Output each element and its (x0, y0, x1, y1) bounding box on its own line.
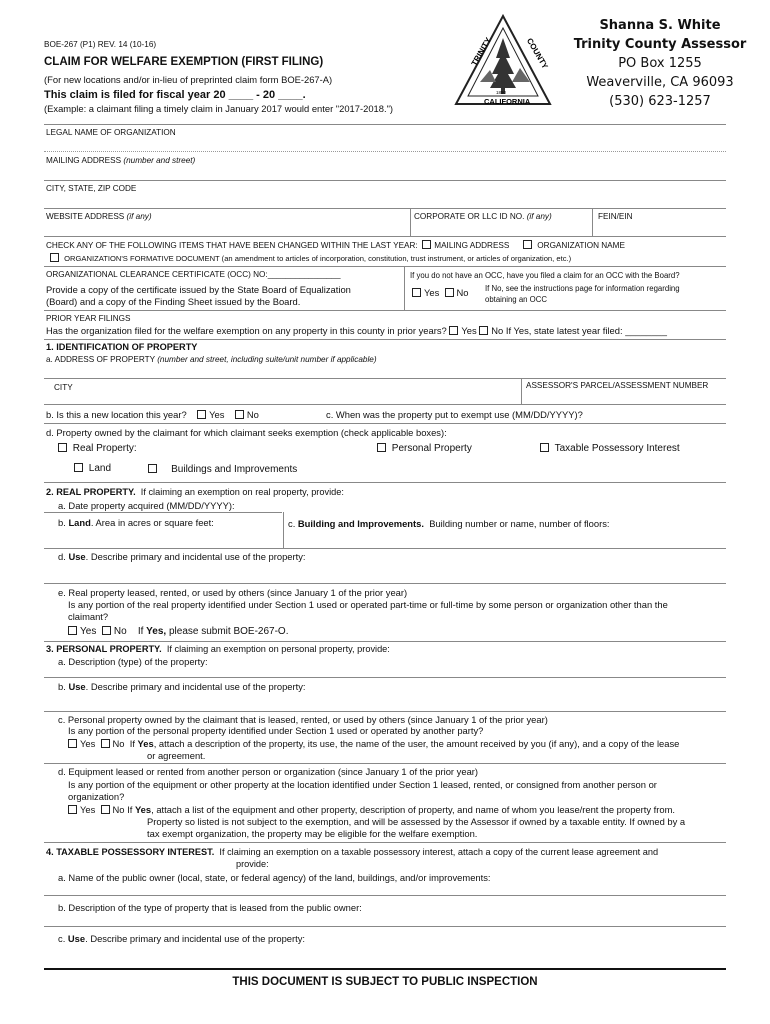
changed-row (46, 240, 625, 250)
divider (283, 512, 284, 548)
real-property-option (58, 443, 137, 454)
s2-title-tail: If claiming an exemption on real property, provide: (140, 487, 344, 497)
seal-text-right: COUNTY (524, 36, 550, 71)
prior-yes-checkbox[interactable] (449, 326, 458, 335)
s1-city-label: CITY (54, 383, 73, 392)
mailing-field[interactable] (44, 154, 726, 178)
leased-real-no-checkbox[interactable] (102, 626, 111, 635)
s3-b-bold: Use (68, 681, 86, 692)
date-acquired-field[interactable] (260, 498, 560, 512)
s1-b-question: b. Is this a new location this year? (46, 409, 187, 420)
fiscal-year: This claim is filed for fiscal year 20 ____ - 20 ____. (44, 89, 306, 101)
equipment-yes-checkbox[interactable] (68, 805, 77, 814)
seal-text-top: TRINITY (469, 36, 494, 68)
example-note: (Example: a claimant filing a timely claim in January 2017 would enter "2017-2018.") (44, 103, 394, 114)
prior-question: Has the organization filed for the welfare exemption on any property in this county in prior years? (46, 325, 447, 336)
leased-real-no-label: No (113, 626, 127, 637)
city-state-zip-label: CITY, STATE, ZIP CODE (46, 184, 137, 193)
formative-changed-label: ORGANIZATION'S FORMATIVE DOCUMENT (an amendment to articles of incorporation, constitution, trust instrument, or articles of organization, etc.) (64, 254, 572, 263)
assessor-city: Weaverville, CA 96093 (586, 75, 734, 90)
fein-field[interactable] (594, 210, 726, 234)
s2-e-line-3: claimant? (68, 611, 109, 622)
s2-b-prefix: b. (58, 517, 66, 528)
city-state-zip-field[interactable] (44, 182, 726, 206)
rule (44, 378, 726, 379)
s4-c-tail: . Describe primary and incidental use of the property: (85, 933, 306, 944)
new-location-yes-checkbox[interactable] (197, 410, 206, 419)
s3-d-tail-2: Property so listed is not subject to the exemption, and will be assessed by the Assessor if owned by a taxable entity. If owned by a (147, 816, 686, 827)
mailing-changed-checkbox[interactable] (422, 240, 431, 249)
rule (44, 842, 726, 843)
new-location-yes-label: Yes (209, 409, 225, 420)
s2-e-line-1: e. Real property leased, rented, or used by others (since January 1 of the prior year) (58, 587, 408, 598)
real-use-field[interactable] (44, 564, 726, 582)
s2-e-line-2: Is any portion of the real property identified under Section 1 used or operated part-time or full-time by some person or organization other than the (68, 599, 668, 610)
assessor-office: Trinity County Assessor (573, 37, 747, 52)
website-label-text: WEBSITE ADDRESS (46, 212, 125, 221)
rule (44, 548, 726, 549)
s2-c-tail: Building number or name, number of floors: (429, 518, 610, 529)
occ-question: If you do not have an OCC, have you filed a claim for an OCC with the Board? (410, 271, 680, 280)
s2-e-if: If (137, 626, 144, 637)
buildings-label: Buildings and Improvements (171, 464, 298, 475)
s3-c-tail-2: or agreement. (147, 750, 206, 761)
personal-description-field[interactable] (44, 668, 726, 676)
s2-b-tail: . Area in acres or square feet: (90, 517, 214, 528)
personal-property-label: Personal Property (391, 443, 472, 454)
rule (44, 677, 726, 678)
s2-e-if-bold: Yes, (146, 626, 167, 637)
rule (44, 151, 726, 152)
s2-c-bold: Building and Improvements. (297, 518, 424, 529)
s3-c-if: If (129, 738, 135, 749)
section-4-title (46, 847, 658, 857)
corp-id-hint: (if any) (526, 212, 552, 221)
s3-c-if-bold: Yes (137, 738, 154, 749)
s2-e-answer (68, 626, 288, 637)
rule (44, 339, 726, 340)
rule (44, 763, 726, 764)
land-checkbox[interactable] (74, 463, 83, 472)
rule (44, 266, 726, 267)
assessor-block (560, 16, 760, 111)
mailing-hint: (number and street) (123, 156, 196, 165)
rule (44, 404, 726, 405)
form-subtitle: (For new locations and/or in-lieu of preprinted claim form BOE-267-A) (44, 74, 333, 85)
s3-b-label (58, 681, 306, 692)
s4-c-label (58, 933, 305, 944)
rule (44, 482, 726, 483)
formative-changed-checkbox[interactable] (50, 253, 59, 262)
s3-d-line-1: d. Equipment leased or rented from another person or organization (since January 1 of the prior year) (58, 766, 479, 777)
s3-d-tail-1: , attach a list of the equipment and other property, description of property, and name of whom you lease/rent the property from. (151, 804, 676, 815)
s3-c-line-1: c. Personal property owned by the claimant that is leased, rented, or used by others (since January 1 of the prior year) (58, 714, 548, 725)
formative-row (50, 253, 571, 263)
s1-a-text: a. ADDRESS OF PROPERTY (46, 355, 155, 364)
s1-d-question: d. Property owned by the claimant for which claimant seeks exemption (check applicable boxes): (46, 427, 447, 438)
prior-tail: If Yes, state latest year filed: ________ (505, 325, 667, 336)
apn-field[interactable] (523, 380, 726, 402)
taxable-possessory-option (540, 443, 680, 454)
new-location-no-checkbox[interactable] (235, 410, 244, 419)
leased-personal-no-label: No (112, 738, 125, 749)
leased-personal-yes-checkbox[interactable] (68, 739, 77, 748)
s2-title-text: 2. REAL PROPERTY. (46, 487, 136, 497)
equipment-no-label: No (112, 804, 125, 815)
rule (44, 641, 726, 642)
rule (44, 926, 726, 927)
personal-use-field[interactable] (44, 694, 726, 710)
personal-property-checkbox[interactable] (377, 443, 386, 452)
divider (404, 266, 405, 310)
occ-yes-checkbox[interactable] (412, 288, 421, 297)
prior-no-checkbox[interactable] (479, 326, 488, 335)
rule (44, 711, 726, 712)
leased-real-yes-label: Yes (80, 626, 97, 637)
s3-b-prefix: b. (58, 681, 66, 692)
equipment-no-checkbox[interactable] (101, 805, 110, 814)
s4-title-tail: If claiming an exemption on a taxable possessory interest, attach a copy of the current lease agreement and (219, 847, 659, 857)
land-label: Land (88, 463, 112, 474)
prior-yes-label: Yes (461, 325, 477, 336)
property-city-field[interactable] (44, 380, 520, 402)
leased-personal-no-checkbox[interactable] (101, 739, 110, 748)
divider (592, 208, 593, 236)
rule (44, 208, 726, 209)
s2-d-tail: . Describe primary and incidental use of the property: (85, 551, 306, 562)
s3-c-tail-1: , attach a description of the property, its use, the name of the user, the amount received by you (if any), and a copy of the lease (153, 738, 680, 749)
occ-note-1: If No, see the instructions page for information regarding (485, 284, 680, 293)
s4-b-label: b. Description of the type of property that is leased from the public owner: (58, 902, 362, 913)
equipment-yes-label: Yes (80, 804, 96, 815)
assessor-name: Shanna S. White (599, 18, 721, 33)
legal-name-field[interactable] (44, 126, 726, 150)
s4-c-prefix: c. (58, 933, 66, 944)
s3-title-text: 3. PERSONAL PROPERTY. (46, 644, 162, 654)
s1-c-question: c. When was the property put to exempt use (MM/DD/YYYY)? (326, 409, 583, 420)
personal-property-option (377, 443, 472, 454)
s4-c-bold: Use (67, 933, 86, 944)
rule (44, 583, 726, 584)
seal-text-small: 1850 (496, 90, 507, 95)
county-seal (452, 12, 554, 112)
s1-a-hint: (number and street, including suite/unit number if applicable) (157, 355, 377, 364)
s2-a-label: a. Date property acquired (MM/DD/YYYY): (58, 500, 235, 511)
s3-b-tail: . Describe primary and incidental use of the property: (85, 681, 306, 692)
occ-no-checkbox[interactable] (445, 288, 454, 297)
buildings-option (148, 464, 297, 475)
s2-c-label (288, 518, 610, 529)
public-owner-field[interactable] (44, 884, 726, 894)
s2-d-prefix: d. (58, 551, 66, 562)
rule (44, 180, 726, 181)
s2-b-bold: Land (68, 517, 91, 528)
changed-prompt: CHECK ANY OF THE FOLLOWING ITEMS THAT HAVE BEEN CHANGED WITHIN THE LAST YEAR: (46, 241, 418, 250)
s3-c-line-2: Is any portion of the personal property identified under Section 1 used or operated by another party? (68, 725, 484, 736)
taxable-possessory-label: Taxable Possessory Interest (554, 443, 680, 454)
section-2-title (46, 487, 344, 497)
s2-d-label (58, 551, 306, 562)
s3-c-answer (68, 738, 679, 749)
s4-title-tail-2: provide: (236, 859, 269, 869)
prior-row (46, 325, 667, 336)
possessory-use-field[interactable] (44, 946, 726, 966)
s2-e-tail: please submit BOE-267-O. (168, 626, 289, 637)
legal-name-label: LEGAL NAME OF ORGANIZATION (46, 128, 176, 137)
fein-label: FEIN/EIN (598, 212, 633, 221)
land-option (74, 463, 111, 474)
occ-no-label: No (456, 287, 469, 298)
s2-c-prefix: c. (288, 518, 296, 529)
rule (44, 124, 726, 125)
apn-label: ASSESSOR'S PARCEL/ASSESSMENT NUMBER (526, 381, 709, 390)
s3-a-label: a. Description (type) of the property: (58, 656, 208, 667)
rule (44, 236, 726, 237)
s3-d-if: If (127, 804, 133, 815)
section-3-title (46, 644, 390, 654)
org-name-changed-checkbox[interactable] (523, 240, 532, 249)
s3-d-if-bold: Yes (134, 804, 152, 815)
divider (410, 208, 411, 236)
website-hint: (if any) (126, 212, 152, 221)
website-field[interactable] (44, 210, 410, 234)
s4-a-label: a. Name of the public owner (local, state, or federal agency) of the land, buildings, and/or improvements: (58, 872, 491, 883)
footer-notice: THIS DOCUMENT IS SUBJECT TO PUBLIC INSPECTION (232, 976, 538, 988)
s4-title-text: 4. TAXABLE POSSESSORY INTEREST. (46, 847, 215, 857)
s3-d-answer (68, 804, 675, 815)
prior-label: PRIOR YEAR FILINGS (46, 314, 131, 323)
s2-d-bold: Use (68, 551, 86, 562)
rule (44, 310, 726, 311)
occ-yes-no (412, 287, 469, 298)
buildings-info-field[interactable] (286, 530, 726, 546)
s3-d-tail-3: tax exempt organization, the property may be eligible for the welfare exemption. (147, 828, 478, 839)
real-property-checkbox[interactable] (58, 443, 67, 452)
leased-type-field[interactable] (44, 914, 726, 924)
leased-real-yes-checkbox[interactable] (68, 626, 77, 635)
taxable-possessory-checkbox[interactable] (540, 443, 549, 452)
occ-yes-label: Yes (424, 287, 440, 298)
section-1-title: 1. IDENTIFICATION OF PROPERTY (46, 342, 198, 352)
buildings-checkbox[interactable] (148, 464, 157, 473)
real-property-label: Real Property: (72, 443, 137, 454)
s3-d-line-2: Is any portion of the equipment or other property at the location identified under Section 1 leased, rented, or consigned from another person or (68, 779, 657, 790)
property-address-field[interactable] (44, 354, 726, 376)
corp-id-label-text: CORPORATE OR LLC ID NO. (414, 212, 525, 221)
prior-no-label: No (491, 325, 504, 336)
rule (44, 512, 282, 513)
mailing-label-text: MAILING ADDRESS (46, 156, 122, 165)
occ-note-2: obtaining an OCC (485, 295, 547, 304)
assessor-phone: (530) 623-1257 (609, 94, 711, 109)
occ-text-2: (Board) and a copy of the Finding Sheet issued by the Board. (46, 296, 301, 307)
new-location-no-label: No (246, 409, 259, 420)
rule (44, 895, 726, 896)
form-title: CLAIM FOR WELFARE EXEMPTION (FIRST FILING) (44, 56, 324, 68)
assessor-box: PO Box 1255 (618, 56, 702, 71)
rule (44, 423, 726, 424)
divider (521, 378, 522, 404)
s3-title-tail: If claiming an exemption on personal property, provide: (166, 644, 390, 654)
org-name-changed-label: ORGANIZATION NAME (537, 241, 625, 250)
occ-text-1: Provide a copy of the certificate issued by the State Board of Equalization (46, 284, 351, 295)
s1-b-row (46, 409, 259, 420)
form-id: BOE-267 (P1) REV. 14 (10-16) (44, 40, 157, 49)
footer-rule (44, 968, 726, 970)
corp-id-field[interactable] (412, 210, 592, 234)
seal-text-bottom: CALIFORNIA (484, 97, 531, 106)
land-area-field[interactable] (46, 530, 280, 546)
s2-b-label (58, 517, 214, 528)
leased-personal-yes-label: Yes (80, 738, 96, 749)
mailing-changed-label: MAILING ADDRESS (434, 241, 510, 250)
occ-label: ORGANIZATIONAL CLEARANCE CERTIFICATE (OCC) NO:________________ (46, 270, 341, 279)
s3-d-line-3: organization? (68, 791, 125, 802)
